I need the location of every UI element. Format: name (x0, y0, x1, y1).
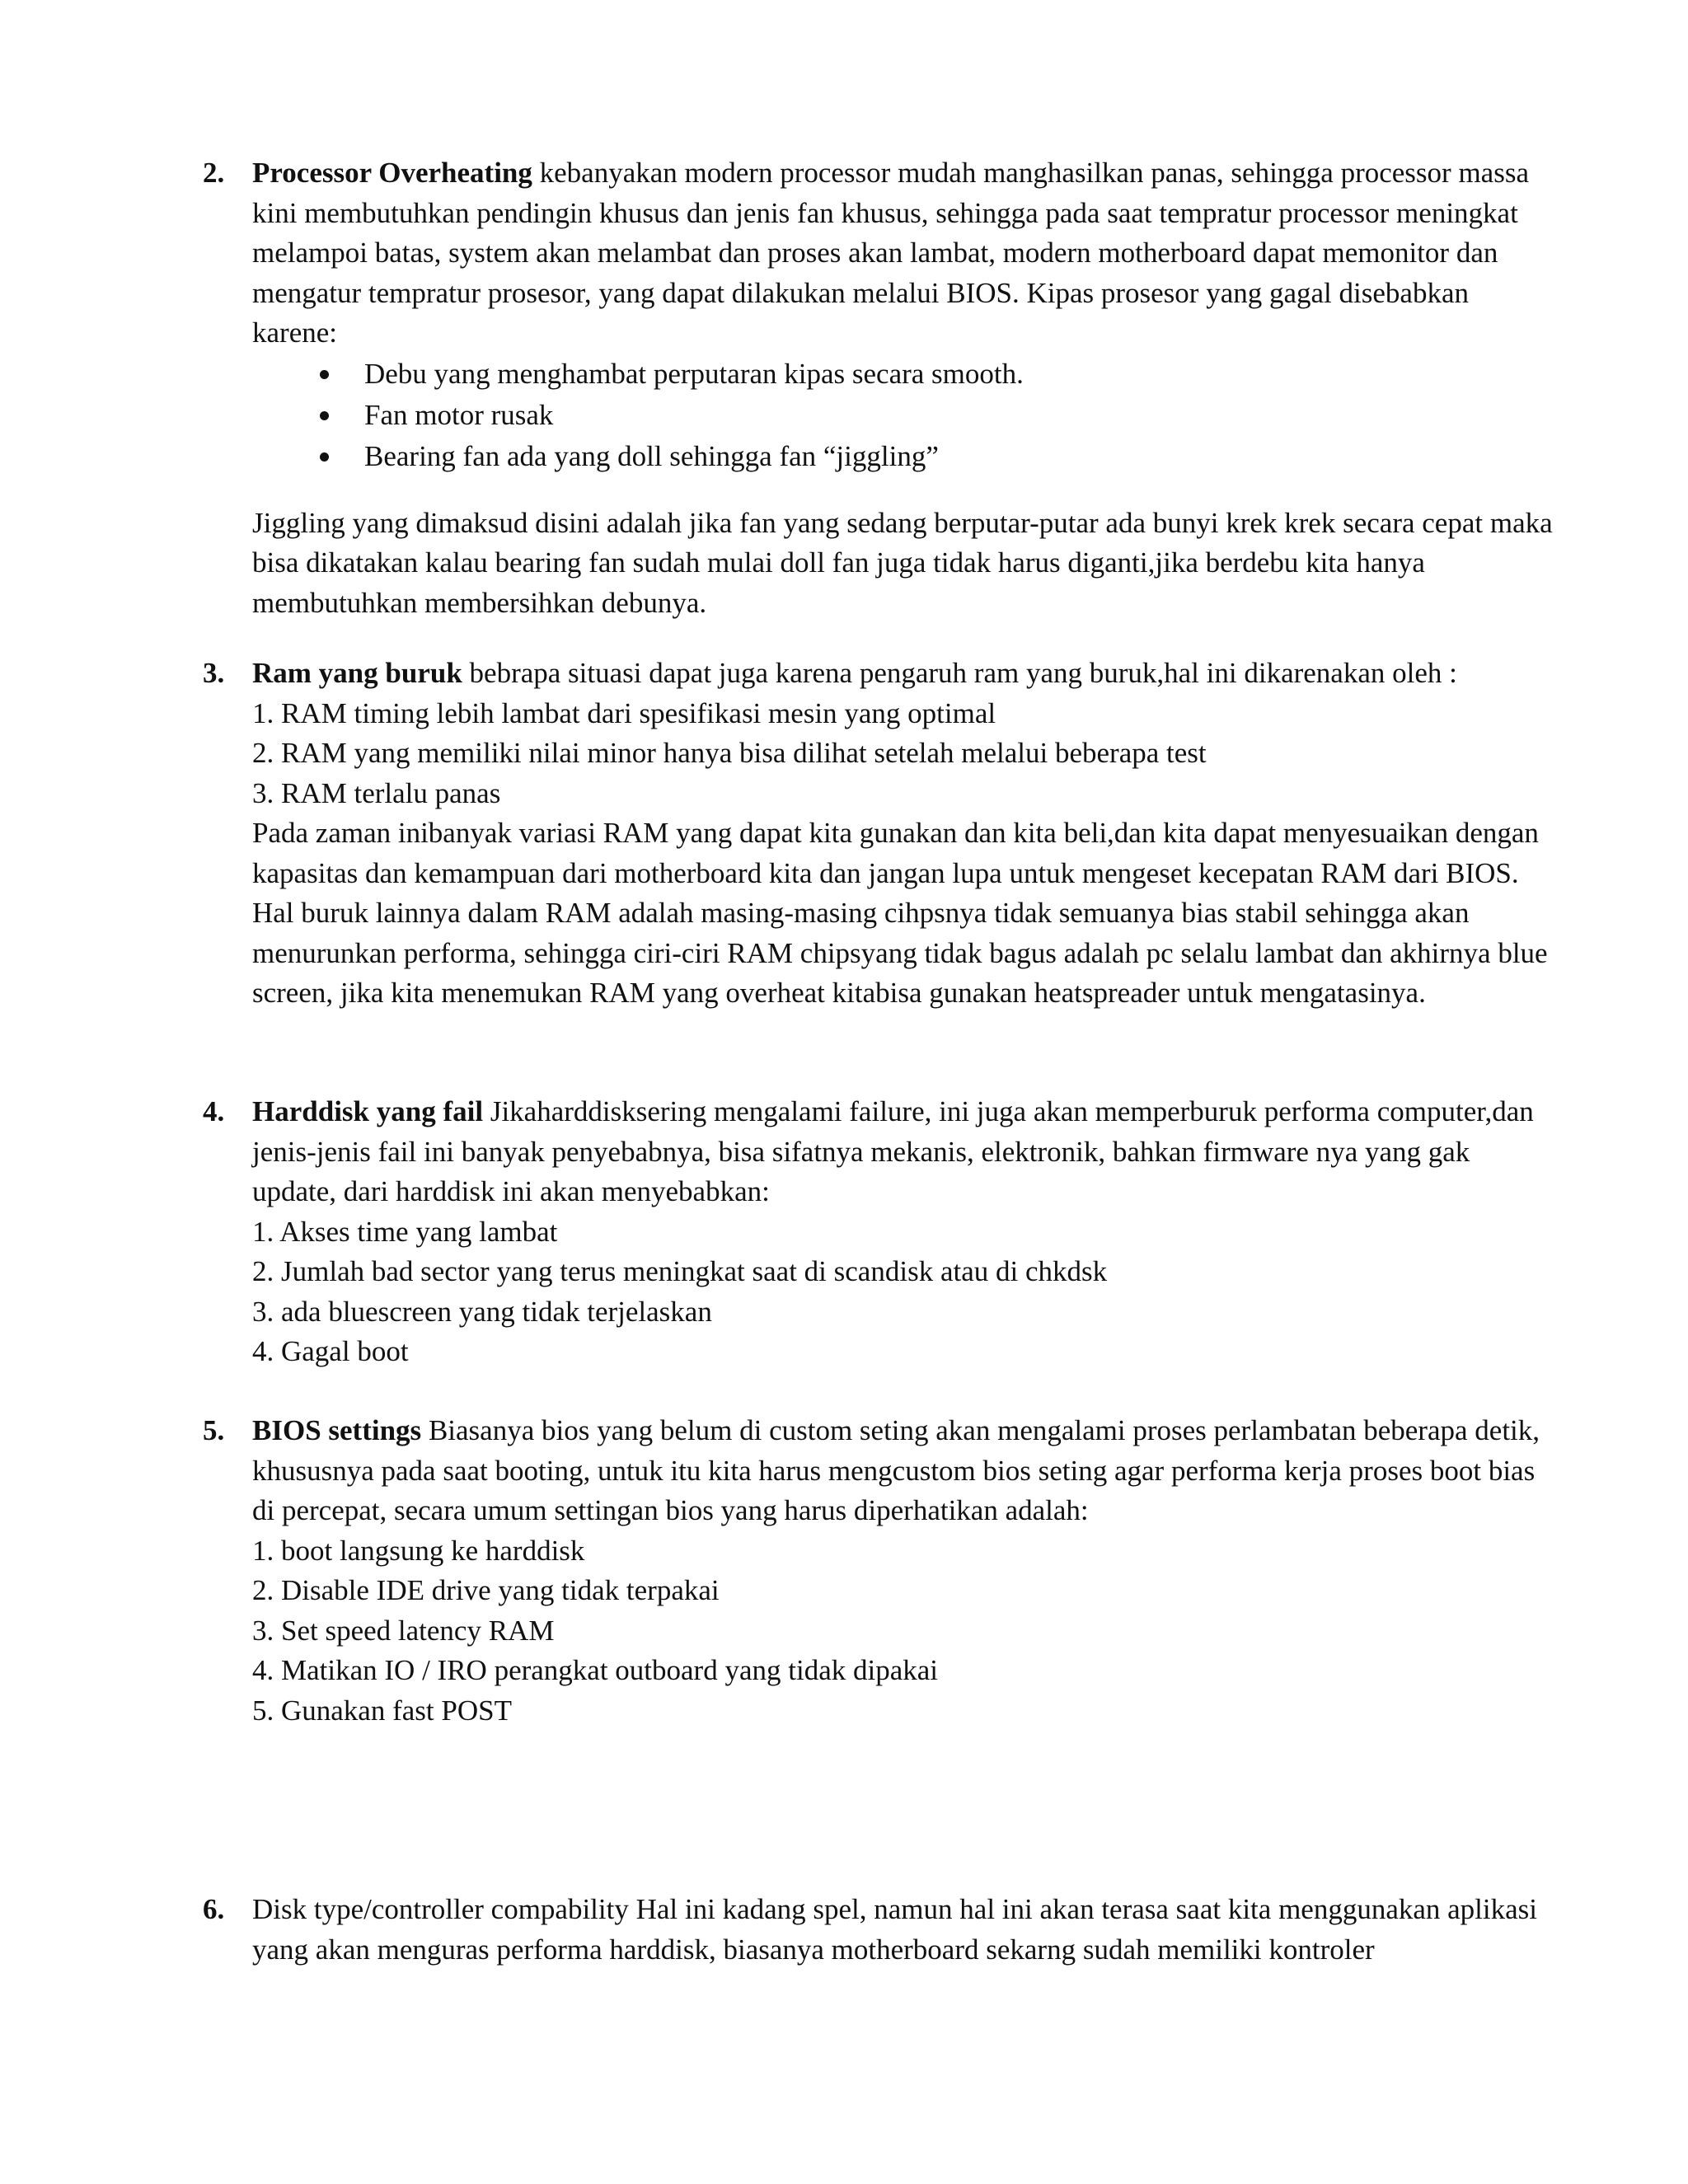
bullet-item: Debu yang menghambat perputaran kipas secara smooth. (252, 354, 1554, 395)
numbered-line: 4. Gagal boot (252, 1335, 409, 1367)
bullet-dot-icon (320, 411, 329, 420)
bullet-dot-icon (320, 452, 329, 462)
numbered-line: 2. Disable IDE drive yang tidak terpakai (252, 1574, 720, 1606)
numbered-line: 3. RAM terlalu panas (252, 776, 501, 809)
item-number: 4. (203, 1095, 225, 1127)
numbered-line: 1. boot langsung ke harddisk (252, 1534, 585, 1567)
numbered-line: 2. Jumlah bad sector yang terus meningkat saat di scandisk atau di chkdsk (252, 1255, 1108, 1287)
item-paragraph (252, 153, 1554, 354)
item-number: 5. (203, 1414, 225, 1446)
numbered-line: 1. RAM timing lebih lambat dari spesifikasi mesin yang optimal (252, 696, 996, 729)
item-body (252, 153, 1554, 623)
numbered-line: 1. Akses time yang lambat (252, 1215, 558, 1248)
item-title: BIOS settings (252, 1414, 422, 1446)
numbered-line: 3. ada bluescreen yang tidak terjelaskan (252, 1295, 712, 1328)
item-paragraph (252, 1411, 1554, 1531)
item-body (252, 1092, 1554, 1372)
item-paragraph (252, 654, 1554, 694)
item-number: 2. (203, 157, 225, 189)
item-body (252, 1890, 1554, 1970)
numbered-line: 5. Gunakan fast POST (252, 1694, 512, 1727)
item-title: Ram yang buruk (252, 657, 462, 689)
item-paragraph: Pada zaman inibanyak variasi RAM yang dapat kita gunakan dan kita beli,dan kita dapat menyesuaikan dengan kapasitas dan kemampuan dari motherboard kita dan jangan lupa untuk mengeset kecepatan RAM dari BIOS. Hal buruk lainnya dalam RAM adalah masing-masing cihpsnya tidak semuanya bias stabil sehingga akan menurunkan performa, sehingga ciri-ciri RAM chipsyang tidak bagus adalah pc selalu lambat dan akhirnya blue screen, jika kita menemukan RAM yang overheat kitabisa gunakan heatspreader untuk mengatasinya. (252, 817, 1548, 1009)
item-text: kebanyakan modern processor mudah manghasilkan panas, sehingga processor massa kini membutuhkan pendingin khusus dan jenis fan khusus, sehingga pada saat tempratur processor meningkat melampoi batas, system akan melambat dan proses akan lambat, modern motherboard dapat memonitor dan mengatur tempratur prosesor, yang dapat dilakukan melalui BIOS. Kipas prosesor yang gagal disebabkan karene: (252, 157, 1529, 349)
bullet-item: Bearing fan ada yang doll sehingga fan “jiggling” (252, 436, 1554, 477)
item-body (252, 1411, 1554, 1731)
bullet-list (252, 354, 1554, 477)
item-title: Processor Overheating (252, 157, 532, 189)
bullet-item: Fan motor rusak (252, 395, 1554, 436)
item-body (252, 654, 1554, 1014)
item-paragraph: Jiggling yang dimaksud disini adalah jika fan yang sedang berputar-putar ada bunyi krek krek secara cepat maka bisa dikatakan kalau bearing fan sudah mulai doll fan juga tidak harus diganti,jika berdebu kita hanya membutuhkan membersihkan debunya. (252, 506, 1553, 619)
numbered-line: 3. Set speed latency RAM (252, 1614, 555, 1647)
numbered-line: 4. Matikan IO / IRO perangkat outboard yang tidak dipakai (252, 1654, 939, 1686)
item-text: Jikaharddisksering mengalami failure, ini juga akan memperburuk performa computer,dan jenis-jenis fail ini banyak penyebabnya, bisa sifatnya mekanis, elektronik, bahkan firmware nya yang gak update, dari harddisk ini akan menyebabkan: (252, 1095, 1534, 1207)
item-paragraph: Disk type/controller compability Hal ini kadang spel, namun hal ini akan terasa saat kita menggunakan aplikasi yang akan menguras performa harddisk, biasanya motherboard sekarng sudah memiliki kontroler (252, 1893, 1538, 1966)
item-text: bebrapa situasi dapat juga karena pengaruh ram yang buruk,hal ini dikarenakan oleh : (469, 657, 1457, 689)
item-title: Harddisk yang fail (252, 1095, 484, 1127)
item-paragraph (252, 1092, 1554, 1212)
numbered-line: 2. RAM yang memiliki nilai minor hanya bisa dilihat setelah melalui beberapa test (252, 737, 1207, 769)
item-number: 3. (203, 657, 225, 689)
item-text: Biasanya bios yang belum di custom seting akan mengalami proses perlambatan beberapa detik, khususnya pada saat booting, untuk itu kita harus mengcustom bios seting agar performa kerja proses boot bias di percepat, secara umum settingan bios yang harus diperhatikan adalah: (252, 1414, 1540, 1526)
item-number: 6. (203, 1893, 225, 1925)
bullet-dot-icon (320, 370, 329, 379)
